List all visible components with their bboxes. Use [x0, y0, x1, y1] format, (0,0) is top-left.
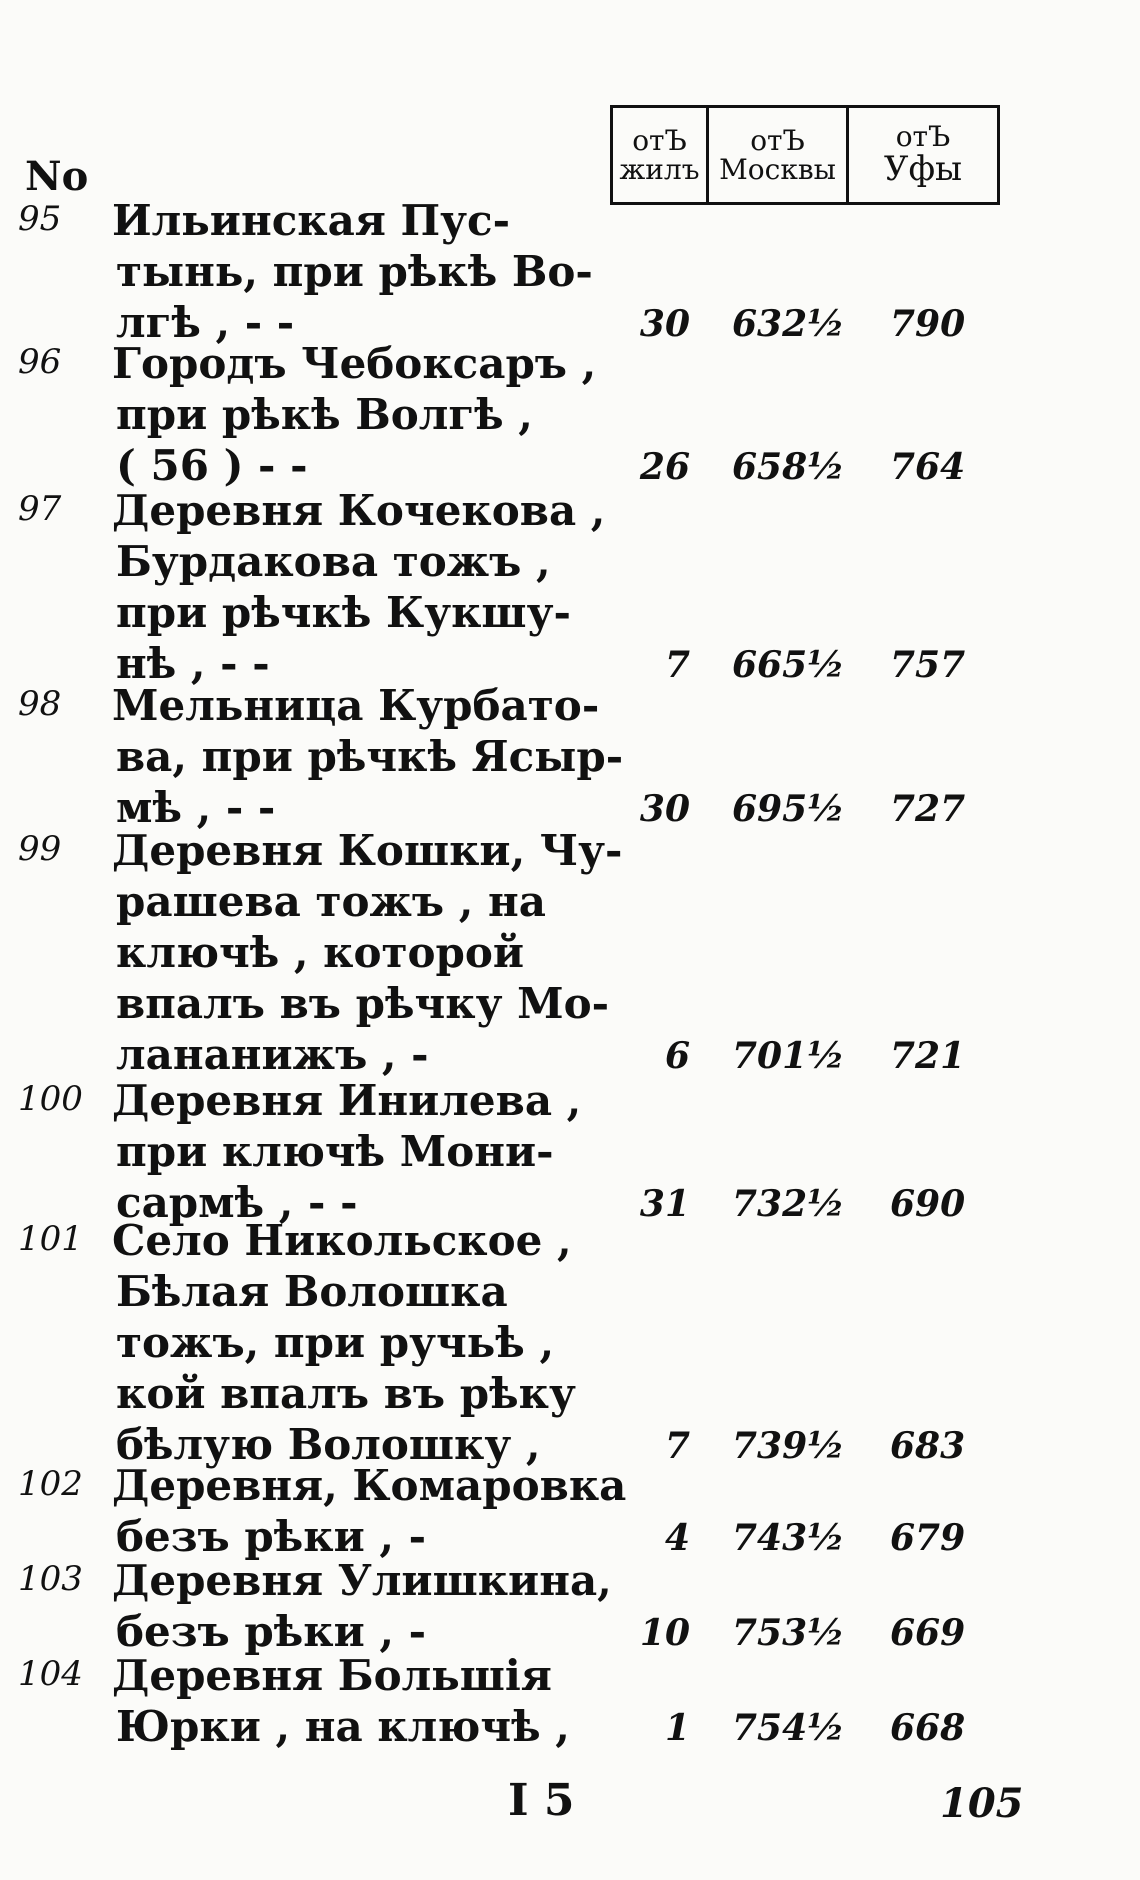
description-line: тожъ, при ручьѣ , — [116, 1318, 555, 1367]
distance-from-moscow: 658½ — [732, 446, 845, 488]
signature-mark: I 5 — [508, 1775, 575, 1826]
description-line: тынь, при рѣкѣ Во- — [116, 247, 593, 296]
description-line: Село Никольское , — [112, 1216, 572, 1265]
place-description — [112, 1650, 570, 1752]
distance-values — [600, 1517, 1020, 1568]
description-line: Деревня Инилева , — [112, 1076, 582, 1125]
distance-from-previous: 31 — [639, 1183, 690, 1225]
description-line: мѣ , - - — [116, 783, 276, 832]
place-description — [112, 195, 593, 348]
distance-from-moscow: 632½ — [732, 303, 845, 345]
description-line: ( 56 ) - - — [116, 441, 308, 490]
description-line: лананижъ , - — [116, 1030, 429, 1079]
place-description — [112, 825, 623, 1080]
place-description — [112, 1215, 576, 1470]
header-text: жилъ — [619, 153, 700, 186]
header-text: Москвы — [719, 153, 836, 186]
entry-number: 100 — [18, 1079, 83, 1119]
header-col-from-moscow — [709, 108, 849, 202]
description-line: Мельница Курбато- — [112, 681, 600, 730]
header-text: Уфы — [883, 148, 963, 189]
distance-from-moscow: 753½ — [732, 1612, 845, 1654]
description-line: Деревня Кочекова , — [112, 486, 606, 535]
description-line: ва, при рѣчкѣ Ясыр- — [116, 732, 624, 781]
entry-number: 95 — [18, 199, 62, 239]
distance-from-ufa: 757 — [890, 644, 966, 686]
distance-from-previous: 1 — [664, 1707, 690, 1749]
distance-from-moscow: 732½ — [732, 1183, 845, 1225]
distance-from-moscow: 665½ — [732, 644, 845, 686]
distance-from-ufa: 683 — [890, 1425, 966, 1467]
place-description — [112, 338, 597, 491]
description-line: безъ рѣки , - — [116, 1607, 427, 1656]
distance-from-previous: 30 — [639, 788, 690, 830]
distance-values — [600, 1183, 1020, 1234]
description-line: сармѣ , - - — [116, 1178, 358, 1227]
description-line: рашева тожъ , на — [116, 877, 546, 926]
distance-from-ufa: 668 — [890, 1707, 966, 1749]
description-line: Юрки , на ключѣ , — [116, 1702, 570, 1751]
description-line: ключѣ , которой — [116, 928, 525, 977]
distance-values — [600, 1425, 1020, 1476]
description-line: Деревня Кошки, Чу- — [112, 826, 623, 875]
distance-from-moscow: 695½ — [732, 788, 845, 830]
distance-from-previous: 10 — [639, 1612, 690, 1654]
entry-number: 101 — [18, 1219, 83, 1259]
distance-from-ufa: 721 — [890, 1035, 966, 1077]
description-line: при рѣчкѣ Кукшу- — [116, 588, 571, 637]
distance-values — [600, 1612, 1020, 1663]
place-description — [112, 1555, 612, 1657]
header-text: отЪ — [895, 120, 951, 154]
distance-from-previous: 7 — [664, 644, 690, 686]
distance-from-ufa: 727 — [890, 788, 966, 830]
description-line: Деревня, Комаровка — [112, 1461, 627, 1510]
place-description — [112, 485, 606, 689]
distance-from-previous: 6 — [664, 1035, 690, 1077]
entry-number: 97 — [18, 489, 62, 529]
description-line: безъ рѣки , - — [116, 1512, 427, 1561]
description-line: кой впалъ въ рѣку — [116, 1369, 576, 1418]
description-line: Бѣлая Волошка — [116, 1267, 508, 1316]
description-line: бѣлую Волошку , — [116, 1420, 541, 1469]
header-text: отЪ — [750, 123, 805, 157]
distance-values — [600, 1035, 1020, 1086]
description-line: Деревня Большія — [112, 1651, 552, 1700]
entry-number: 102 — [18, 1464, 83, 1504]
distance-values — [600, 303, 1020, 354]
distance-from-ufa: 764 — [890, 446, 966, 488]
entry-number: 104 — [18, 1654, 83, 1694]
place-description — [112, 1460, 627, 1562]
entry-number: 96 — [18, 342, 62, 382]
distance-from-moscow: 754½ — [732, 1707, 845, 1749]
description-line: впалъ въ рѣчку Мо- — [116, 979, 610, 1028]
entry-number: 99 — [18, 829, 62, 869]
distance-values — [600, 644, 1020, 695]
distance-header — [610, 105, 1000, 205]
description-line: Ильинская Пус- — [112, 196, 511, 245]
entry-number: 98 — [18, 684, 62, 724]
distance-values — [600, 788, 1020, 839]
header-text: отЪ — [632, 123, 687, 157]
page-number: 105 — [940, 1780, 1024, 1827]
description-line: Городъ Чебоксаръ , — [112, 339, 597, 388]
distance-from-previous: 30 — [639, 303, 690, 345]
header-col-from-previous — [613, 108, 709, 202]
distance-from-moscow: 701½ — [732, 1035, 845, 1077]
description-line: лгѣ , - - — [116, 298, 295, 347]
description-line: Бурдакова тожъ , — [116, 537, 551, 586]
distance-from-previous: 26 — [639, 446, 690, 488]
place-description — [112, 680, 624, 833]
description-line: Деревня Улишкина, — [112, 1556, 612, 1605]
distance-from-ufa: 679 — [890, 1517, 966, 1559]
distance-from-ufa: 790 — [890, 303, 966, 345]
description-line: нѣ , - - — [116, 639, 270, 688]
number-column-label: No — [25, 153, 89, 200]
distance-from-previous: 7 — [664, 1425, 690, 1467]
distance-from-moscow: 743½ — [732, 1517, 845, 1559]
distance-from-ufa: 669 — [890, 1612, 966, 1654]
distance-from-moscow: 739½ — [732, 1425, 845, 1467]
description-line: при ключѣ Мони- — [116, 1127, 554, 1176]
distance-values — [600, 446, 1020, 497]
entry-number: 103 — [18, 1559, 83, 1599]
distance-values — [600, 1707, 1020, 1758]
header-col-from-ufa — [849, 108, 997, 202]
description-line: при рѣкѣ Волгѣ , — [116, 390, 533, 439]
distance-from-previous: 4 — [664, 1517, 690, 1559]
distance-from-ufa: 690 — [890, 1183, 966, 1225]
place-description — [112, 1075, 582, 1228]
